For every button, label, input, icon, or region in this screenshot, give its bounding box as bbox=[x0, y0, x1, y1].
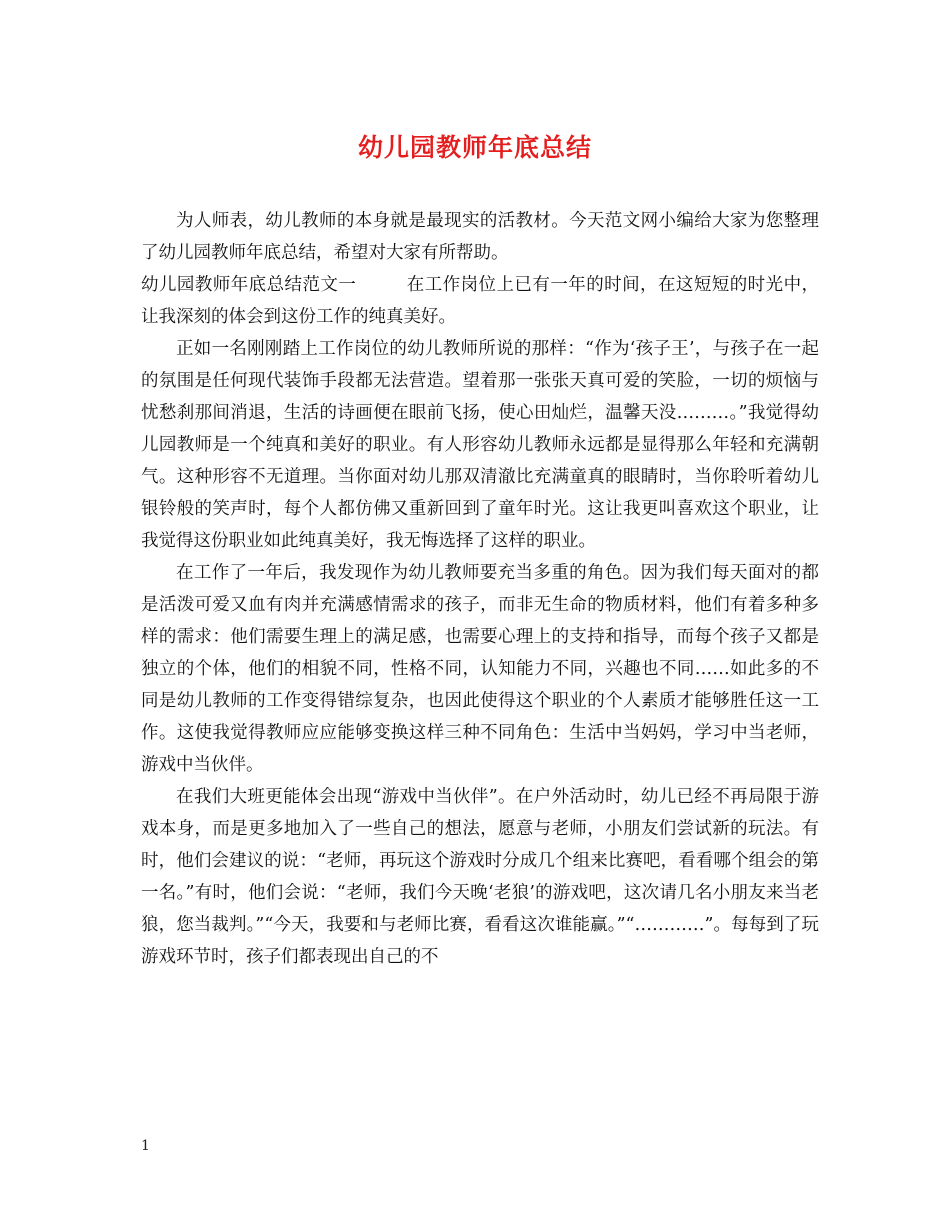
sample-first-text: 在工作岗位上已有一年的时间，在这短短的时光中，让我深刻的体会到这份工作的纯真美好。 bbox=[141, 275, 820, 327]
intro-paragraph: 为人师表，幼儿教师的本身就是最现实的活教材。今天范文网小编给大家为您整理了幼儿园教师年底总结，希望对大家有所帮助。 bbox=[141, 211, 819, 263]
sample-heading: 幼儿园教师年底总结范文一 bbox=[141, 275, 357, 295]
body-paragraph-4: 在我们大班更能体会出现“游戏中当伙伴”。在户外活动时，幼儿已经不再局限于游戏本身，而是更多地加入了一些自己的想法，愿意与老师，小朋友们尝试新的玩法。有时，他们会建议的说：“老师，再玩这个游戏时分成几个组来比赛吧，看看哪个组会的第一名。”有时，他们会说：“老师，我们今天晚‘老狼’的游戏吧，这次请几名小朋友来当老狼，您当裁判。”“今天，我要和与老师比赛，看看这次谁能赢。”“…………”。每每到了玩游戏环节时，孩子们都表现出自己的不 bbox=[141, 787, 819, 967]
body-paragraph-2: 正如一名刚刚踏上工作岗位的幼儿教师所说的那样：“作为‘孩子王’，与孩子在一起的氛围是任何现代装饰手段都无法营造。望着那一张张天真可爱的笑脸，一切的烦恼与忧愁刹那间消退，生活的诗画便在眼前飞扬，使心田灿烂，温馨天没………。”我觉得幼儿园教师是一个纯真和美好的职业。有人形容幼儿教师永远都是显得那么年轻和充满朝气。这种形容不无道理。当你面对幼儿那双清澈比充满童真的眼睛时，当你聆听着幼儿银铃般的笑声时，每个人都仿佛又重新回到了童年时光。这让我更叫喜欢这个职业，让我觉得这份职业如此纯真美好，我无悔选择了这样的职业。 bbox=[141, 339, 819, 551]
document-body bbox=[141, 205, 819, 973]
sample-paragraph-1 bbox=[141, 269, 819, 333]
body-paragraph-3: 在工作了一年后，我发现作为幼儿教师要充当多重的角色。因为我们每天面对的都是活泼可爱又血有肉并充满感情需求的孩子，而非无生命的物质材料，他们有着多种多样的需求：他们需要生理上的满足感，也需要心理上的支持和指导，而每个孩子又都是独立的个体，他们的相貌不同，性格不同，认知能力不同，兴趣也不同……如此多的不同是幼儿教师的工作变得错综复杂，也因此使得这个职业的个人素质才能够胜任这一工作。这使我觉得教师应应能够变换这样三种不同角色：生活中当妈妈，学习中当老师，游戏中当伙伴。 bbox=[141, 563, 819, 775]
document-title: 幼儿园教师年底总结 bbox=[357, 133, 592, 162]
page-number: 1 bbox=[141, 1138, 150, 1154]
